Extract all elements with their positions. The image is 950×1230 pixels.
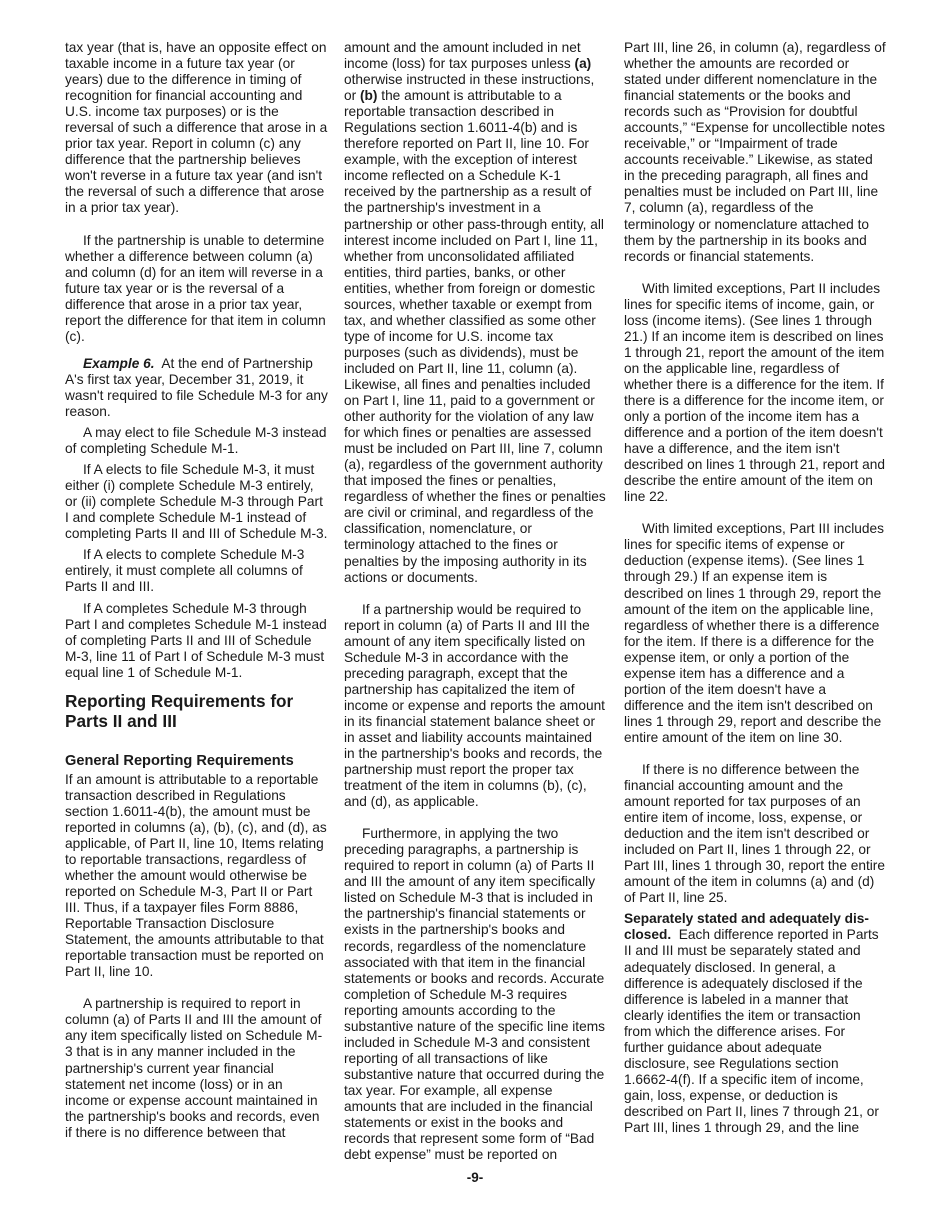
paragraph: If there is no difference between the financial accounting amount and the amount reported for tax purposes of an entire item of income, loss, expense, or deduction and the item isn't described or included on Part II, lines 1 through 22, or Part III, lines 1 through 30, report the entire amount of the item in columns (a) and (d) of Part II, line 25. (624, 761, 885, 906)
run-in-heading: Separately stated and adequately disclosed. (624, 911, 869, 943)
paragraph: If a partnership would be required to report in column (a) of Parts II and III the amount of any item specifically listed on Schedule M-3 in accordance with the preceding paragraph, except that the partnership has capitalized the item of income or expense and reports the amount in its financial statement balance sheet or in asset and liability accounts maintained in the partnership's books and records, the partnership must report the proper tax treatment of the item in columns (b), (c), and (d), as applicable. (344, 601, 605, 810)
adequate-disclosure-paragraph (624, 911, 886, 1136)
paragraph: tax year (that is, have an opposite effect on taxable income in a future tax year (or years) due to the difference in timing of recognition for financial accounting and U.S. income tax purposes) or is the reversal of such a difference that arose in a prior tax year. Report in column (c) any difference that the partnership believes won't reverse in a future tax year (and isn't the reversal of such a difference that arose in a prior tax year). (65, 40, 328, 216)
example-text: At the end of Partnership A's first tax year, December 31, 2019, it wasn't required to file Schedule M-3 for any reason. (65, 355, 328, 419)
paragraph: A partnership is required to report in column (a) of Parts II and III the amount of any item specifically listed on Schedule M-3 that is in any manner included in the partnership's current year financial statement net income (loss) or in an income or expense account maintained in the partnership's books and records, even if there is no difference between that (65, 996, 323, 1140)
paragraph: If the partnership is unable to determine whether a difference between column (a) and column (d) for an item will reverse in a future tax year or is the reversal of a difference that arose in a prior tax year, report the difference for that item in column (c). (65, 232, 326, 344)
paragraph: With limited exceptions, Part III includes lines for specific items of expense or deduction (expense items). (See lines 1 through 29.) If an expense item is described on lines 1 through 29, report the amount of the item on the applicable line, regardless of whether there is a difference for the item. If there is a difference for the expense item, or only a portion of the expense item has a difference and a portion of the item doesn't have a difference and the item isn't described on lines 1 through 29, report and describe the entire amount of the item on line 30. (624, 521, 884, 745)
column-1 (65, 40, 329, 1141)
paragraph-text: Each difference reported in Parts II and III must be separately stated and adequately disclosed. In general, a difference is adequately disclosed if the difference is labeled in a manner that clearly identifies the item or transaction from which the difference arises. For further guidance about adequate disclosure, see Regulations section 1.6662-4(f). If a specific item of income, gain, loss, expense, or deduction is described on Part II, lines 7 through 21, or Part III, lines 1 through 29, and the line (624, 927, 879, 1135)
paragraph: If A elects to file Schedule M-3, it must either (i) complete Schedule M-3 entirely, or (ii) complete Schedule M-3 through Part I and complete Schedule M-1 instead of completing Parts II and III of Schedule M-3. (65, 462, 328, 542)
section-heading: Reporting Requirements for Parts II and III (65, 690, 294, 732)
text-run: the amount is attributable to a reportable transaction described in Regulations section 1.6011-4(b) and is therefore reported on Part II, line 10. For example, with the exception of interest income reflected on a Schedule K-1 received by the partnership as a result of the partnership's investment in a partnership or other pass-through entity, all interest income included on Part I, line 11, whether from unconsolidated affiliated entities, third parties, banks, or other entities, whether from foreign or domestic sources, whether taxable or exempt from tax, and whether classified as some other type of income for U.S. income tax purposes (such as dividends), must be included on Part II, line 11, column (a). Likewise, all fines and penalties included on Part I, line 11, paid to a government or other authority for the violation of any law for which fines or penalties are assessed must be included on Part III, line 7, column (a), regardless of the government authority that imposed the fines or penalties, regardless of whether the fines or penalties are civil or criminal, and regardless of the classification, nomenclature, or terminology attached to the fines or penalties by the imposing authority in its actions or documents. (344, 88, 606, 585)
bold-marker: (b) (359, 88, 378, 104)
example-label: Example 6. (83, 355, 155, 371)
example-6-paragraph (65, 356, 329, 420)
paragraph: With limited exceptions, Part II includes lines for specific items of income, gain, or loss (income items). (See lines 1 through 21.) If an income item is described on lines 1 through 21, report the amount of the item on the applicable line, regardless of whether there is a difference for the item. If there is a difference for the income item, or only a portion of the income item has a difference and a portion of the item doesn't have a difference, and the item isn't described on lines 1 through 21, report and describe the entire amount of the item on line 22. (624, 280, 885, 505)
paragraph: If A elects to complete Schedule M-3 entirely, it must complete all columns of Parts II and III. (65, 547, 305, 595)
paragraph: If A completes Schedule M-3 through Part I and completes Schedule M-1 instead of completing Parts II and III of Schedule M-3, line 11 of Part I of Schedule M-3 must equal line 1 of Schedule M-1. (65, 600, 327, 680)
paragraph: A may elect to file Schedule M-3 instead of completing Schedule M-1. (65, 425, 327, 457)
text-run: otherwise instructed in these instructions, or (344, 72, 595, 104)
text-run: amount and the amount included in net income (loss) for tax purposes unless (344, 40, 581, 72)
bold-marker: (a) (574, 56, 592, 72)
paragraph: Part III, line 26, in column (a), regardless of whether the amounts are recorded or stated under different nomenclature in the financial statements or the books and records such as “Provision for doubtful accounts,” “Expense for uncollectible notes receivable,” or “Impairment of trade accounts receivable.” Likewise, as stated in the preceding paragraph, all fines and penalties must be included on Part III, line 7, column (a), regardless of the terminology or nomenclature attached to them by the partnership in its books and records or financial statements. (624, 40, 886, 264)
paragraph: If an amount is attributable to a reportable transaction described in Regulations section 1.6011-4(b), the amount must be reported in columns (a), (b), (c), and (d), as applicable, of Part II, line 10, Items relating to reportable transactions, regardless of whether the amount would otherwise be reported on Schedule M-3, Part II or Part III. Thus, if a taxpayer files Form 8886, Reportable Transaction Disclosure Statement, the amounts attributable to that reportable transaction must be reported on Part II, line 10. (65, 771, 327, 980)
paragraph (344, 40, 606, 586)
column-2 (344, 40, 606, 1163)
paragraph: Furthermore, in applying the two preceding paragraphs, a partnership is required to report in column (a) of Parts II and III the amount of any item specifically listed on Schedule M-3 that is included in the partnership's financial statements or exists in the partnership's books and records, regardless of the nomenclature associated with that item in the financial statements or books and records. Accurate completion of Schedule M-3 requires reporting amounts according to the substantive nature of the specific line items included in Schedule M-3 and consistent reporting of all transactions of like substantive nature that occurred during the tax year. For example, all expense amounts that are included in the financial statements or exist in the books and records that represent some form of “Bad debt expense” must be reported on (344, 826, 605, 1163)
subsection-heading: General Reporting Requirements (65, 752, 294, 769)
column-3 (624, 40, 886, 1136)
page-number: -9- (466, 1170, 484, 1185)
